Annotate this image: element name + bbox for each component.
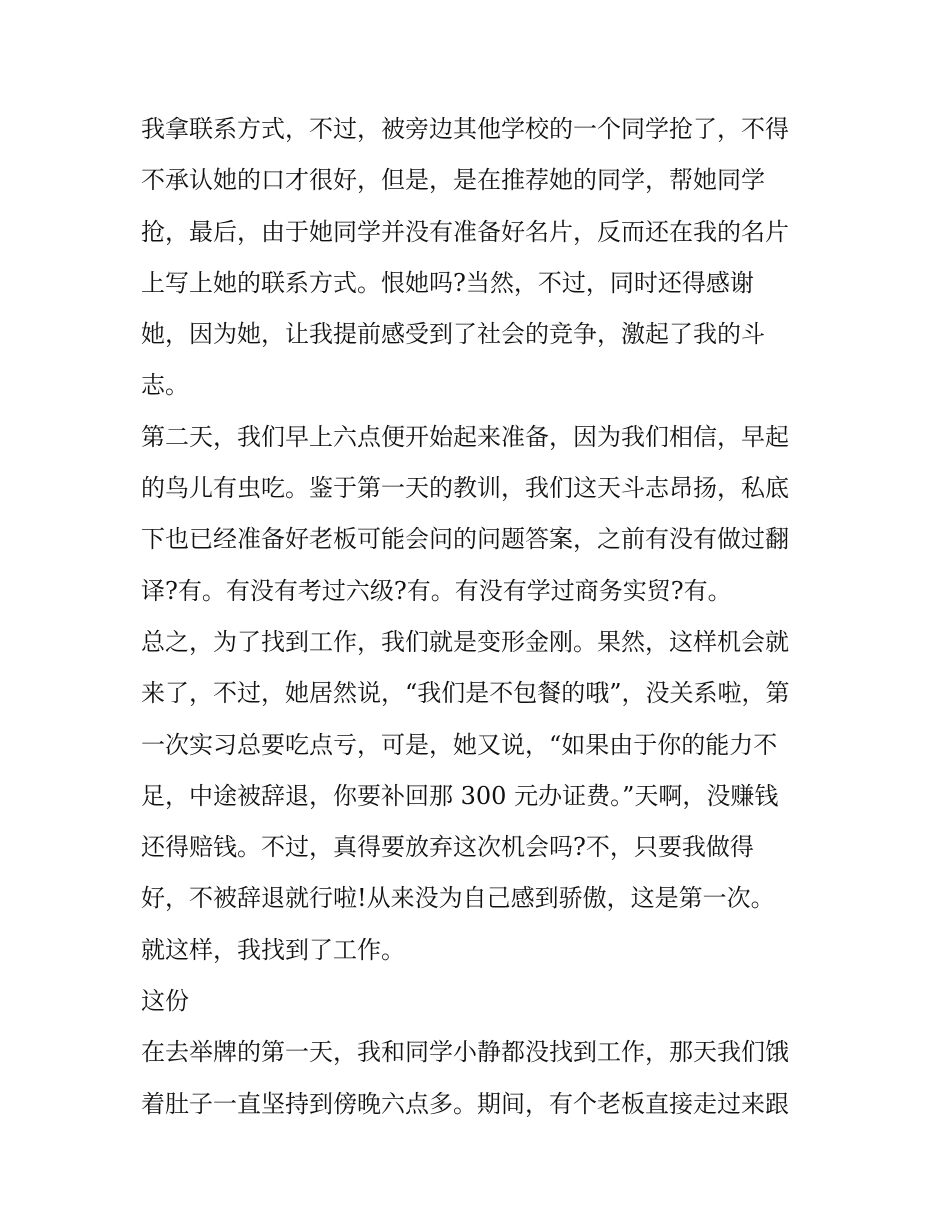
text-line-13: 一次实习总要吃点亏，可是，她又说，“如果由于你的能力不 [141,730,778,759]
text-line-12: 来了，不过，她居然说，“我们是不包餐的哦”，没关系啦，第 [141,679,790,708]
text-line-14: 足，中途被辞退，你要补回那 300 元办证费。”天啊，没赚钱 [141,781,779,810]
text-line-11: 总之，为了找到工作，我们就是变形金刚。果然，这样机会就 [141,627,789,656]
text-line-18: 这份 [141,987,189,1016]
text-line-15: 还得赔钱。不过，真得要放弃这次机会吗?不，只要我做得 [141,833,754,862]
text-line-9: 下也已经准备好老板可能会问的问题答案，之前有没有做过翻 [141,525,789,554]
text-line-2: 不承认她的口才很好，但是，是在推荐她的同学，帮她同学 [141,166,765,195]
text-line-7: 第二天，我们早上六点便开始起来准备，因为我们相信，早起 [141,422,789,451]
text-line-20: 着肚子一直坚持到傍晚六点多。期间，有个老板直接走过来跟 [141,1089,789,1118]
text-line-10: 译?有。有没有考过六级?有。有没有学过商务实贸?有。 [141,576,732,605]
text-line-17: 就这样，我找到了工作。 [141,935,405,964]
text-line-3: 抢，最后，由于她同学并没有准备好名片，反而还在我的名片 [141,217,789,246]
text-line-8: 的鸟儿有虫吃。鉴于第一天的教训，我们这天斗志昂扬，私底 [141,474,789,503]
text-line-6: 志。 [141,371,189,400]
text-line-5: 她，因为她，让我提前感受到了社会的竞争，激起了我的斗 [141,320,765,349]
text-line-1: 我拿联系方式，不过，被旁边其他学校的一个同学抢了，不得 [141,115,789,143]
text-line-4: 上写上她的联系方式。恨她吗?当然，不过，同时还得感谢 [141,268,754,297]
body-text [141,104,821,1130]
text-line-16: 好，不被辞退就行啦!从来没为自己感到骄傲，这是第一次。 [141,884,775,913]
text-line-19: 在去举牌的第一天，我和同学小静都没找到工作，那天我们饿 [141,1038,789,1067]
